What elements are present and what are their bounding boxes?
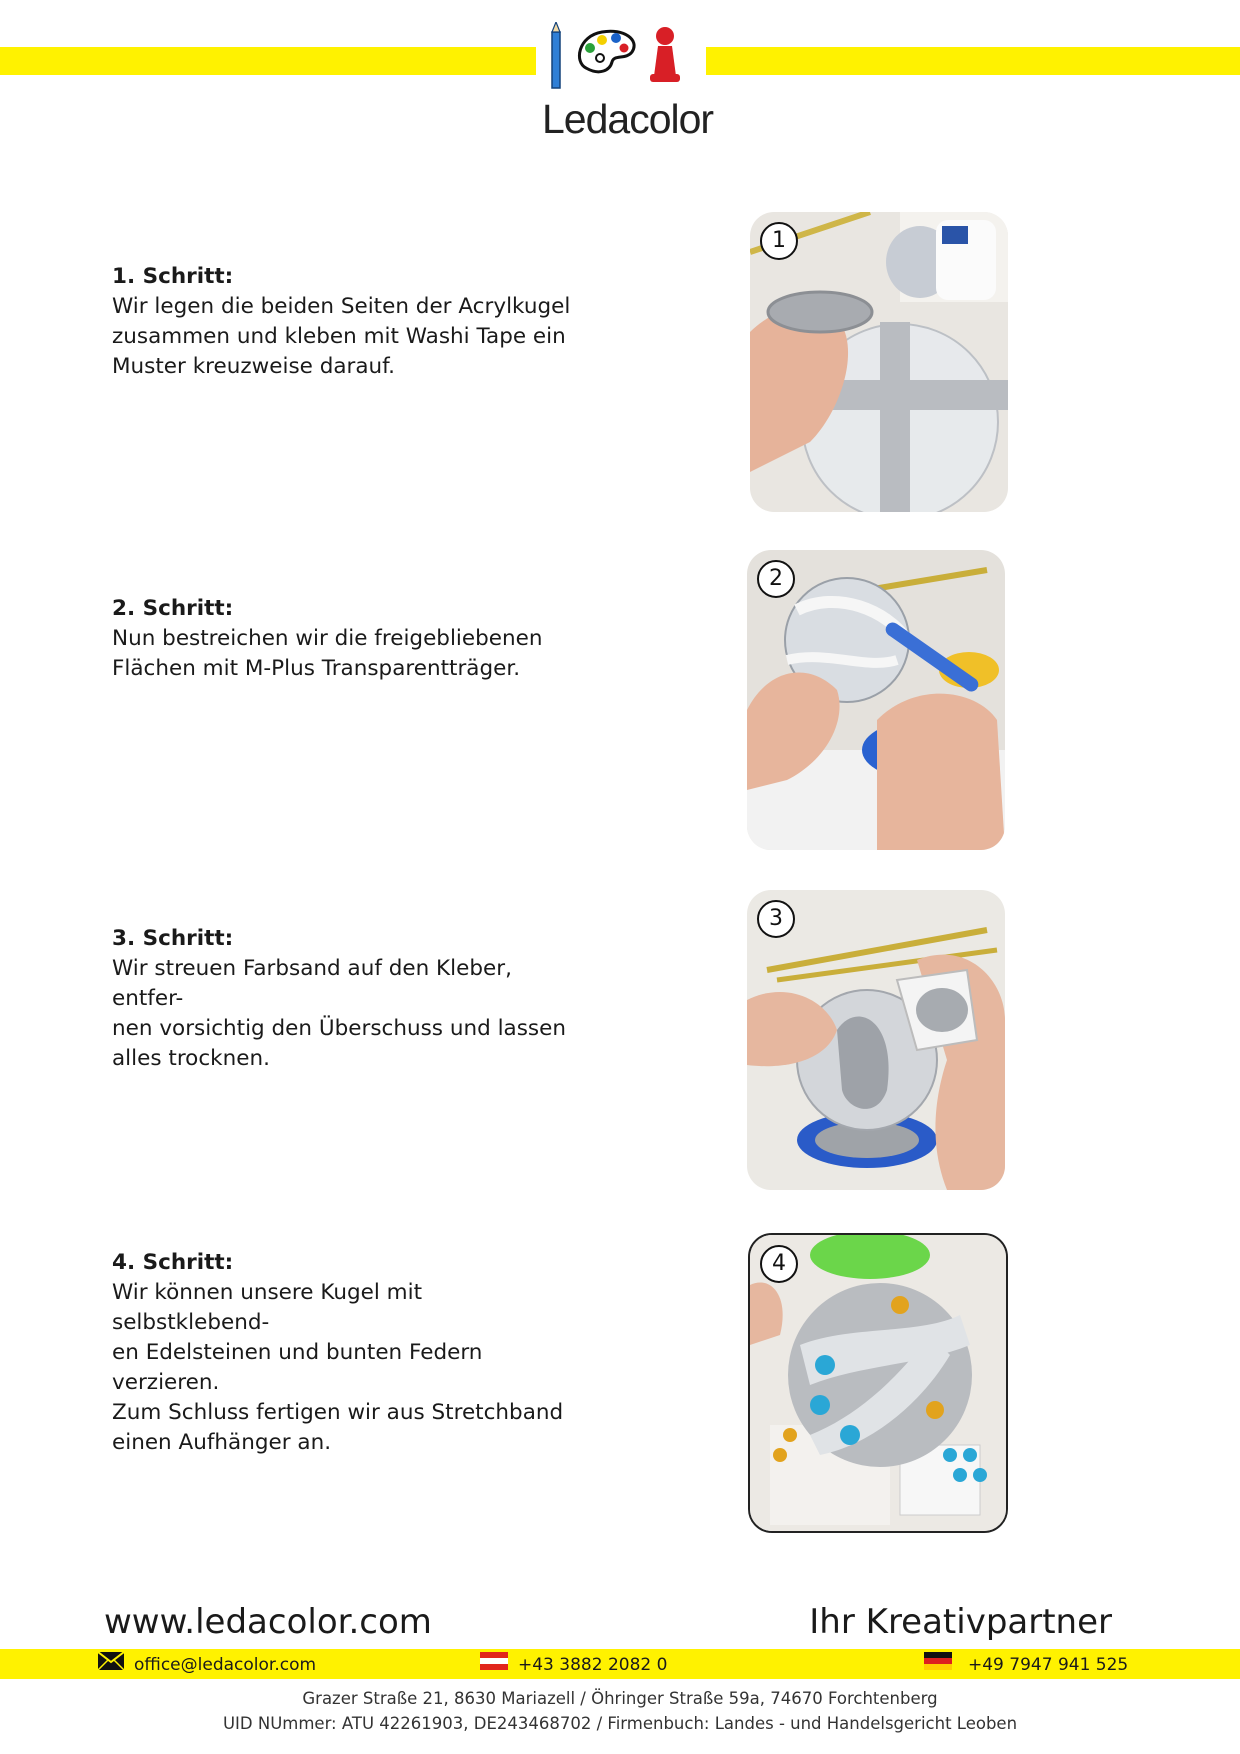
- step-3-line-1: Wir streuen Farbsand auf den Kleber, entfer-: [112, 956, 512, 1011]
- phone-austria-text: +43 3882 2082 0: [518, 1654, 668, 1675]
- step-1-line-3: Muster kreuzweise darauf.: [112, 354, 396, 379]
- step-4-photo: [748, 1233, 1008, 1533]
- step-2-photo: [747, 550, 1005, 850]
- step-2-badge: 2: [757, 560, 795, 598]
- step-1-line-2: zusammen und kleben mit Washi Tape ein: [112, 324, 566, 349]
- ledacolor-logo: [536, 22, 714, 142]
- step-1-text: [112, 262, 582, 382]
- contact-phone-germany[interactable]: [924, 1652, 1128, 1677]
- palette-icon: [579, 31, 634, 72]
- step-4-title: 4. Schritt:: [112, 1250, 234, 1275]
- step-3-text: [112, 924, 582, 1074]
- step-3-line-3: alles trocknen.: [112, 1046, 270, 1071]
- step-4-line-3: Zum Schluss fertigen wir aus Stretchband: [112, 1400, 564, 1425]
- footer-legal: UID NUmmer: ATU 42261903, DE243468702 / Firmenbuch: Landes - und Handelsgericht Leoben: [222, 1714, 1018, 1733]
- envelope-icon: [98, 1652, 124, 1677]
- pencil-icon: [552, 22, 560, 88]
- step-3-title: 3. Schritt:: [112, 926, 234, 951]
- contact-phone-austria[interactable]: [480, 1652, 667, 1677]
- step-3-line-2: nen vorsichtig den Überschuss und lassen: [112, 1016, 566, 1041]
- step-2-line-1: Nun bestreichen wir die freigebliebenen: [112, 626, 543, 651]
- game-piece-icon: [650, 27, 680, 82]
- step-4-line-4: einen Aufhänger an.: [112, 1430, 332, 1455]
- step-4-line-1: Wir können unsere Kugel mit selbstklebend-: [112, 1280, 423, 1335]
- step-1-title: 1. Schritt:: [112, 264, 234, 289]
- step-2-text: [112, 594, 582, 684]
- footer-slogan: Ihr Kreativpartner: [809, 1602, 1112, 1642]
- step-1-line-1: Wir legen die beiden Seiten der Acrylkugel: [112, 294, 571, 319]
- step-1-photo: [750, 212, 1008, 512]
- step-2-title: 2. Schritt:: [112, 596, 234, 621]
- footer-address: Grazer Straße 21, 8630 Mariazell / Öhringer Straße 59a, 74670 Forchtenberg: [302, 1689, 938, 1708]
- footer-website[interactable]: www.ledacolor.com: [104, 1602, 432, 1642]
- contact-email[interactable]: [98, 1652, 316, 1677]
- austria-flag-icon: [480, 1652, 508, 1677]
- step-4-text: [112, 1248, 582, 1458]
- step-3-photo: [747, 890, 1005, 1190]
- step-4-line-2: en Edelsteinen und bunten Federn verzieren.: [112, 1340, 483, 1395]
- email-text: office@ledacolor.com: [134, 1654, 317, 1675]
- logo-art: [540, 22, 700, 94]
- step-4-badge: 4: [760, 1245, 798, 1283]
- step-2-line-2: Flächen mit M-Plus Transparentträger.: [112, 656, 521, 681]
- step-3-badge: 3: [757, 900, 795, 938]
- logo-wordmark: Ledacolor: [542, 96, 714, 142]
- phone-germany-text: +49 7947 941 525: [968, 1654, 1129, 1675]
- germany-flag-icon: [924, 1652, 952, 1677]
- step-1-badge: 1: [760, 222, 798, 260]
